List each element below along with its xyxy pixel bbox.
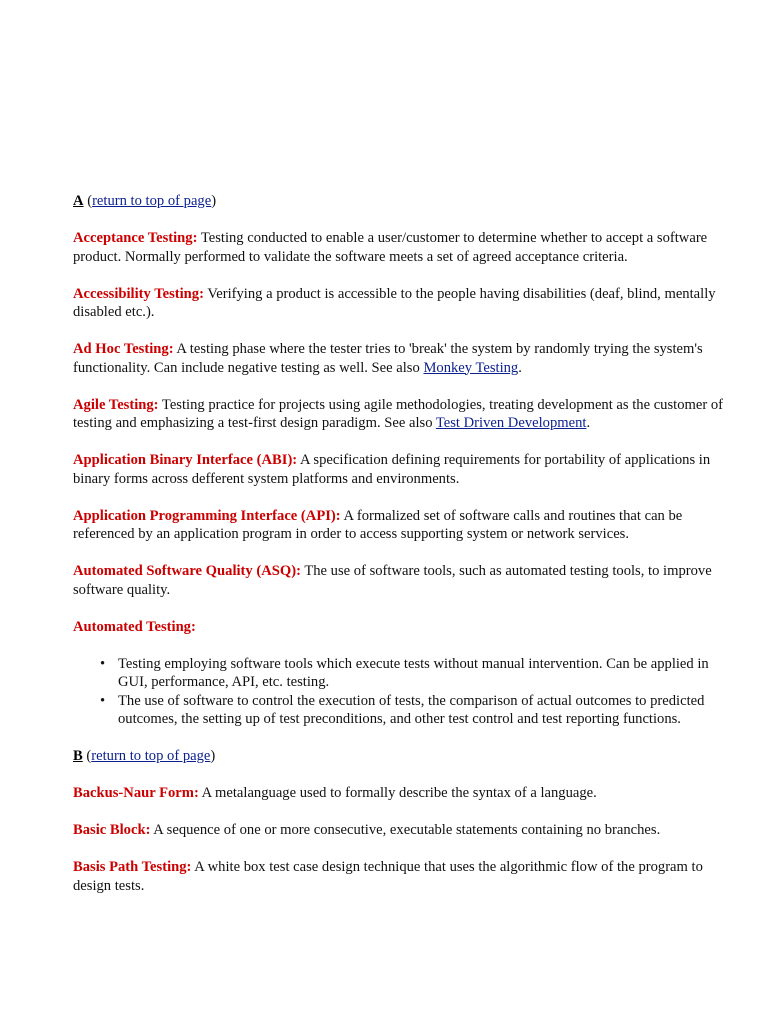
entry-backus-naur-form bbox=[73, 784, 741, 803]
definition: A metalanguage used to formally describe the syntax of a language. bbox=[198, 785, 597, 801]
definition-end: . bbox=[586, 415, 591, 431]
entry-automated-testing bbox=[73, 618, 741, 637]
definition: Testing conducted to enable a user/customer to determine whether to accept a software product. Normally performed to validate the software meets a set of agreed acceptance criteria. bbox=[73, 230, 708, 265]
definition-end: . bbox=[518, 359, 522, 376]
entry-basis-path-testing bbox=[73, 858, 741, 895]
definition: Verifying a product is accessible to the people having disabilities (deaf, blind, mentally disabled etc.). bbox=[73, 285, 716, 320]
entry-abi bbox=[73, 451, 741, 488]
term: Ad Hoc Testing: bbox=[73, 341, 174, 357]
list-item bbox=[100, 655, 741, 692]
definition: The use of software tools, such as automated testing tools, to improve software quality. bbox=[73, 563, 712, 598]
section-a-letter[interactable]: A bbox=[73, 193, 84, 209]
return-close-paren: ) bbox=[211, 193, 217, 209]
term: Basis Path Testing: bbox=[73, 859, 192, 875]
bullet-icon: • bbox=[100, 692, 106, 709]
definition: A formalized set of software calls and routines that can be referenced by an application program in order to access supporting system or network services. bbox=[73, 507, 683, 542]
term: Application Programming Interface (API): bbox=[73, 507, 341, 524]
section-b-letter[interactable]: B bbox=[73, 748, 83, 764]
term: Accessibility Testing: bbox=[73, 285, 204, 302]
return-close-paren: ) bbox=[210, 748, 216, 764]
section-a-heading bbox=[73, 192, 741, 211]
bullet-icon: • bbox=[100, 655, 106, 672]
list-item-text: The use of software to control the execution of tests, the comparison of actual outcomes to predicted outcomes, the setting up of test preconditions, and other test control and test reporting functions. bbox=[118, 692, 705, 727]
list-item-text: Testing employing software tools which execute tests without manual intervention. Can be applied in GUI, performance, API, etc. testing. bbox=[118, 655, 709, 690]
term: Acceptance Testing: bbox=[73, 230, 198, 246]
term: Agile Testing: bbox=[73, 396, 159, 413]
term: Backus-Naur Form: bbox=[73, 785, 199, 801]
definition: A testing phase where the tester tries to 'break' the system by randomly trying the system's functionality. Can include negative testing as well. See also bbox=[73, 341, 703, 376]
definition: Testing practice for projects using agile methodologies, treating development as the customer of testing and emphasizing a test-first design paradigm. See also bbox=[73, 396, 724, 431]
term: Automated Testing: bbox=[73, 618, 196, 635]
definition: A specification defining requirements for portability of applications in binary forms across defferent system platforms and environments. bbox=[73, 452, 711, 487]
definition: A white box test case design technique that uses the algorithmic flow of the program to design tests. bbox=[73, 859, 703, 894]
list-item bbox=[100, 692, 741, 729]
return-open-paren: ( bbox=[83, 193, 93, 209]
automated-testing-bullet-list bbox=[73, 655, 741, 729]
return-to-top-link-a[interactable]: return to top of page bbox=[92, 193, 212, 209]
term: Automated Software Quality (ASQ): bbox=[73, 563, 301, 579]
entry-accessibility-testing bbox=[73, 285, 741, 322]
return-open-paren: ( bbox=[82, 748, 92, 764]
entry-basic-block bbox=[73, 821, 741, 840]
monkey-testing-link[interactable]: Monkey Testing bbox=[423, 359, 519, 376]
term: Basic Block: bbox=[73, 822, 151, 838]
section-b-heading bbox=[73, 747, 741, 766]
glossary-document bbox=[73, 192, 741, 914]
return-to-top-link-b[interactable]: return to top of page bbox=[91, 748, 211, 764]
entry-asq bbox=[73, 562, 741, 599]
entry-api bbox=[73, 507, 741, 544]
entry-agile-testing bbox=[73, 396, 741, 433]
term: Application Binary Interface (ABI): bbox=[73, 452, 298, 468]
entry-ad-hoc-testing bbox=[73, 340, 741, 377]
definition: A sequence of one or more consecutive, executable statements containing no branches. bbox=[150, 822, 661, 838]
entry-acceptance-testing bbox=[73, 229, 741, 266]
test-driven-development-link[interactable]: Test Driven Development bbox=[435, 415, 587, 431]
